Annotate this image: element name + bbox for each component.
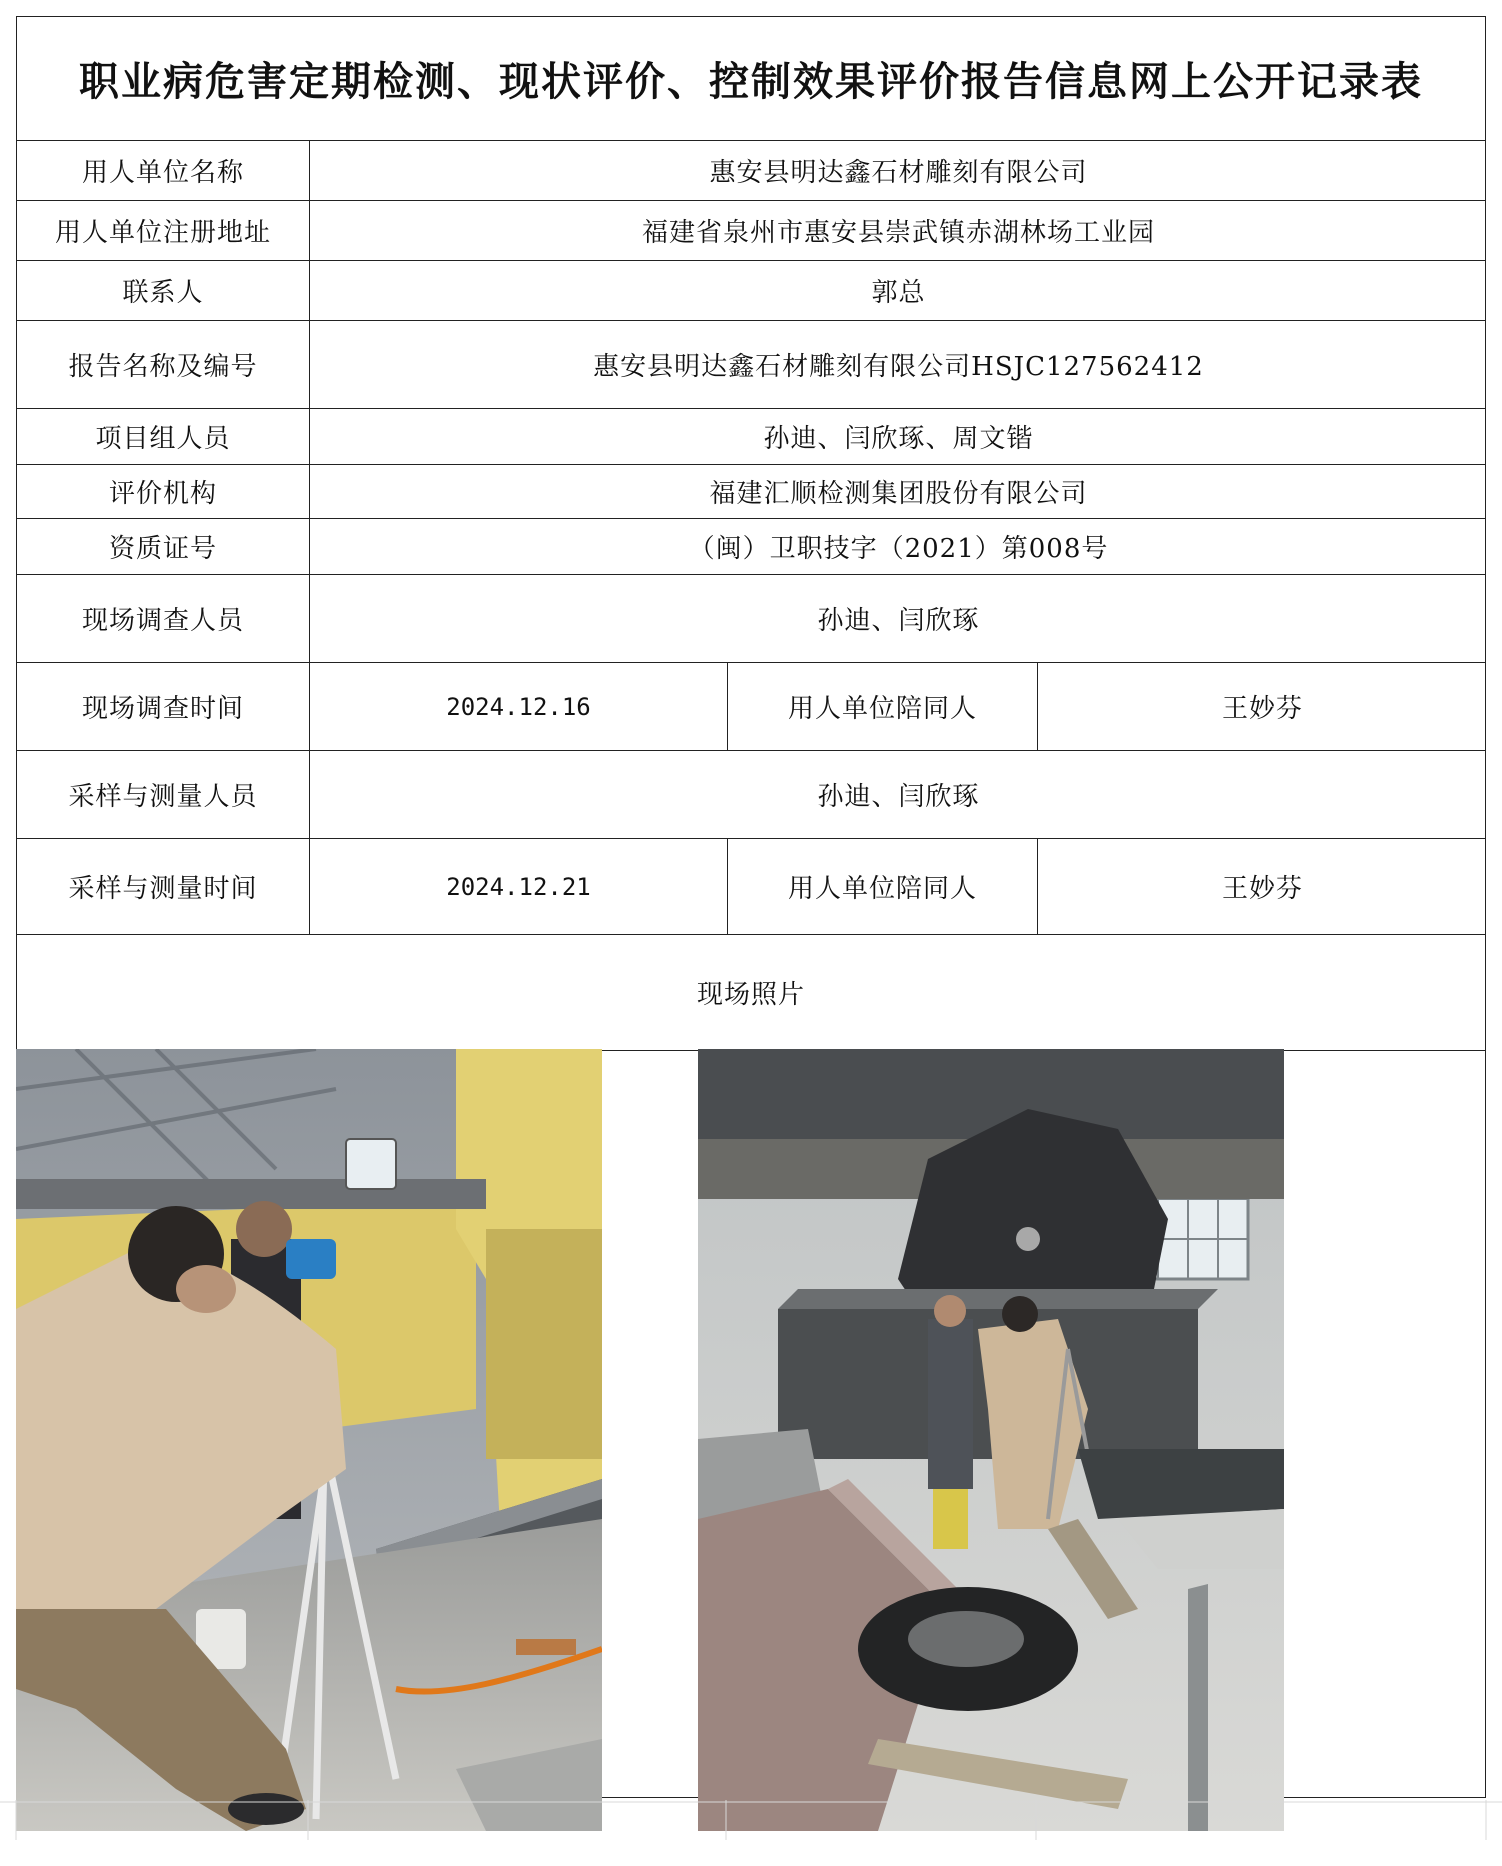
site-photo-worker-measuring-icon [16, 1049, 602, 1831]
value-address: 福建省泉州市惠安县崇武镇赤湖林场工业园 [309, 201, 1487, 260]
row-contact [17, 261, 1485, 321]
value-sampling-time: 2024.12.21 [309, 839, 727, 934]
value-report: 惠安县明达鑫石材雕刻有限公司HSJC127562412 [309, 321, 1487, 408]
label-survey-staff: 现场调查人员 [81, 606, 244, 636]
value-company-name: 惠安县明达鑫石材雕刻有限公司 [309, 141, 1487, 200]
value-survey-companion: 王妙芬 [1037, 663, 1487, 750]
label-sampling-staff: 采样与测量人员 [68, 782, 258, 812]
value-license: （闽）卫职技字（2021）第008号 [309, 519, 1487, 574]
row-address [17, 201, 1485, 261]
row-agency [17, 465, 1485, 519]
page-title: 职业病危害定期检测、现状评价、控制效果评价报告信息网上公开记录表 [79, 59, 1423, 105]
row-license [17, 519, 1485, 575]
value-survey-staff: 孙迪、闫欣琢 [309, 575, 1487, 662]
label-company-name: 用人单位名称 [81, 158, 244, 188]
value-sampling-companion: 王妙芬 [1037, 839, 1487, 934]
photos-label: 现场照片 [696, 980, 805, 1010]
label-sampling-companion: 用人单位陪同人 [727, 839, 1037, 934]
label-team: 项目组人员 [95, 424, 231, 454]
label-license: 资质证号 [108, 534, 217, 564]
row-survey-time [17, 663, 1485, 751]
label-survey-time: 现场调查时间 [81, 694, 244, 724]
title-row [17, 17, 1485, 141]
site-photo-stone-saw-icon [698, 1049, 1284, 1831]
row-photos-label [17, 935, 1485, 1051]
value-agency: 福建汇顺检测集团股份有限公司 [309, 465, 1487, 518]
label-address: 用人单位注册地址 [54, 218, 271, 248]
row-sampling-time [17, 839, 1485, 935]
row-sampling-staff [17, 751, 1485, 839]
label-survey-companion: 用人单位陪同人 [727, 663, 1037, 750]
label-report: 报告名称及编号 [68, 352, 258, 382]
value-sampling-staff: 孙迪、闫欣琢 [309, 751, 1487, 838]
row-team [17, 409, 1485, 465]
value-contact: 郭总 [309, 261, 1487, 320]
label-agency: 评价机构 [108, 479, 217, 509]
label-contact: 联系人 [122, 278, 204, 308]
label-sampling-time: 采样与测量时间 [68, 874, 258, 904]
value-survey-time: 2024.12.16 [309, 663, 727, 750]
footer-grid-lines [0, 1800, 1502, 1866]
value-team: 孙迪、闫欣琢、周文锴 [309, 409, 1487, 464]
row-company-name [17, 141, 1485, 201]
row-report [17, 321, 1485, 409]
row-survey-staff [17, 575, 1485, 663]
